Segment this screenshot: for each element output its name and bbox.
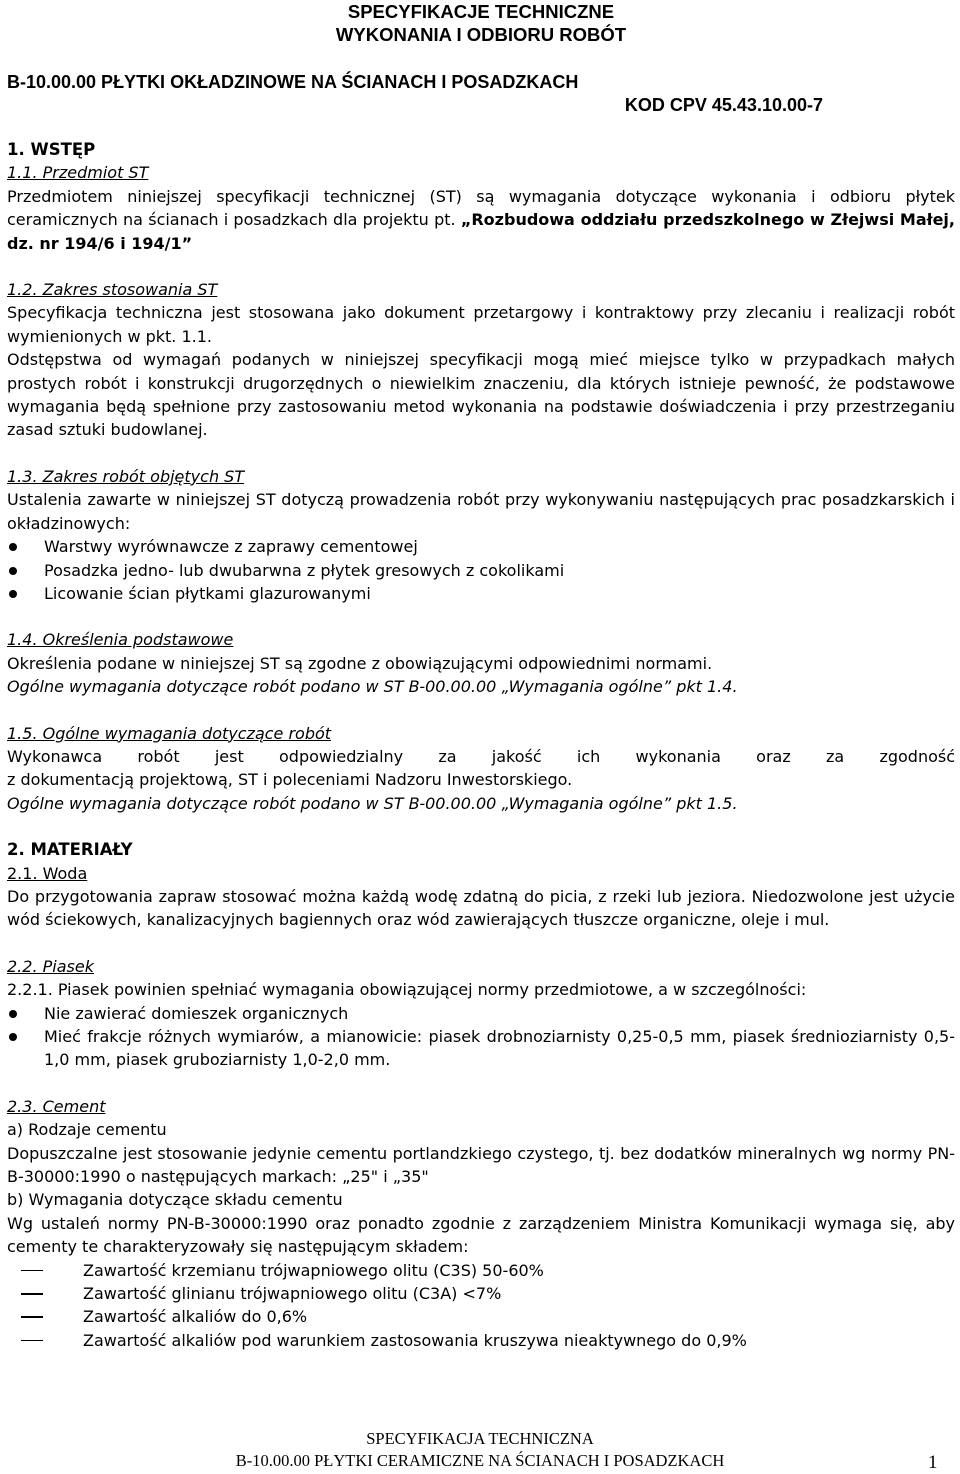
- project-name: „Rozbudowa oddziału przedszkolnego w Złejwsi Małej, dz. nr 194/6 i 194/1”: [7, 210, 955, 253]
- paragraph-1-4-b: Ogólne wymagania dotyczące robót podano w ST B-00.00.00 „Wymagania ogólne” pkt 1.4.: [7, 677, 738, 697]
- subsection-title-1-2: 1.2. Zakres stosowania ST: [7, 280, 218, 300]
- subsection-title-2-2: 2.2. Piasek: [7, 956, 94, 976]
- footer-line2: B-10.00.00 PŁYTKI CERAMICZNE NA ŚCIANACH I POSADZKACH: [235, 1451, 725, 1470]
- footer-line1: SPECYFIKACJA TECHNICZNA: [366, 1429, 594, 1448]
- header-title-line1: SPECYFIKACJE TECHNICZNE: [347, 1, 615, 22]
- paragraph-1-2-b: Odstępstwa od wymagań podanych w niniejszej specyfikacji mogą mieć miejsce tylko w przypadkach małych prostych robót i konstrukcji drugorzędnych o niewielkim znaczeniu, dla których istnieje pewność, że podstawowe wymagania będą spełnione przy zastosowaniu metod wykonania na podstawie doświadczenia i przy przestrzeganiu zasad sztuki budowlanej.: [7, 350, 955, 440]
- subsection-title-1-4: 1.4. Określenia podstawowe: [7, 630, 234, 650]
- paragraph-1-3: Ustalenia zawarte w niniejszej ST dotyczą prowadzenia robót przy wykonywaniu następujących prac posadzkarskich i okładzinowych:: [7, 490, 955, 533]
- paragraph-1-5-a: Wykonawca robót jest odpowiedzialny za jakość ich wykonania oraz za zgodność: [7, 746, 955, 766]
- list-item: Zawartość glinianu trójwapniowego olitu (C3A) <7%: [7, 1282, 955, 1305]
- list-item: Mieć frakcje różnych wymiarów, a mianowicie: piasek drobnoziarnisty 0,25-0,5 mm, piasek średnioziarnisty 0,5-1,0 mm, piasek gruboziarnisty 1,0-2,0 mm.: [7, 1025, 955, 1072]
- paragraph-1-4-a: Określenia podane w niniejszej ST są zgodne z obowiązującymi odpowiednimi normami.: [7, 653, 713, 673]
- cpv-code: KOD CPV 45.43.10.00-7: [624, 95, 823, 115]
- list-item: Nie zawierać domieszek organicznych: [7, 1002, 955, 1025]
- list-item: Licowanie ścian płytkami glazurowanymi: [7, 582, 955, 605]
- paragraph-1-1: Przedmiotem niniejszej specyfikacji technicznej (ST) są wymagania dotyczące wykonania i odbioru płytek ceramicznych na ścianach i posadzkach dla projektu pt. „Rozbudowa oddziału przedszkolnego w Złejwsi Małej, dz. nr 194/6 i 194/1”: [7, 186, 955, 253]
- subsection-title-1-1: 1.1. Przedmiot ST: [7, 163, 149, 183]
- section-heading-1: 1. WSTĘP: [7, 140, 96, 159]
- spec-code-title: B-10.00.00 PŁYTKI OKŁADZINOWE NA ŚCIANACH I POSADZKACH: [7, 72, 579, 92]
- paragraph-1-5-c: Ogólne wymagania dotyczące robót podano w ST B-00.00.00 „Wymagania ogólne” pkt 1.5.: [7, 793, 738, 813]
- document-header: [7, 0, 955, 46]
- paragraph-2-3-b: Wg ustaleń normy PN-B-30000:1990 oraz ponadto zgodnie z zarządzeniem Ministra Komunikacji wymaga się, aby cementy te charakteryzowały się następującym składem:: [7, 1213, 955, 1257]
- subsection-title-2-1: 2.1. Woda: [7, 863, 88, 883]
- paragraph-1-5-b: z dokumentacją projektową, ST i poleceniami Nadzoru Inwestorskiego.: [7, 770, 573, 790]
- header-title-line2: WYKONANIA I ODBIORU ROBÓT: [335, 24, 627, 45]
- spec-code-block: [7, 71, 955, 117]
- subsection-title-2-3: 2.3. Cement: [7, 1096, 106, 1116]
- sand-requirements-list: [7, 1002, 955, 1072]
- paragraph-2-2: 2.2.1. Piasek powinien spełniać wymagania obowiązującej normy przedmiotowe, a w szczególności:: [7, 980, 807, 1000]
- cement-composition-label: b) Wymagania dotyczące składu cementu: [7, 1190, 343, 1210]
- list-item: Zawartość krzemianu trójwapniowego olitu (C3S) 50-60%: [7, 1259, 955, 1282]
- cement-types-label: a) Rodzaje cementu: [7, 1120, 167, 1140]
- subsection-title-1-5: 1.5. Ogólne wymagania dotyczące robót: [7, 723, 332, 743]
- list-item: Zawartość alkaliów do 0,6%: [7, 1305, 955, 1328]
- list-item: Warstwy wyrównawcze z zaprawy cementowej: [7, 535, 955, 558]
- cement-composition-list: [7, 1259, 955, 1353]
- list-item: Posadzka jedno- lub dwubarwna z płytek gresowych z cokolikami: [7, 559, 955, 582]
- subsection-title-1-3: 1.3. Zakres robót objętych ST: [7, 466, 245, 486]
- paragraph-2-1: Do przygotowania zapraw stosować można każdą wodę zdatną do picia, z rzeki lub jeziora. Niedozwolone jest użycie wód ściekowych, kanalizacyjnych bagiennych oraz wód zawierających tłuszcze organiczne, oleje i mul.: [7, 886, 955, 930]
- list-item: Zawartość alkaliów pod warunkiem zastosowania kruszywa nieaktywnego do 0,9%: [7, 1329, 955, 1352]
- page-number: 1: [928, 1452, 938, 1473]
- scope-list: [7, 535, 955, 605]
- paragraph-1-2-a: Specyfikacja techniczna jest stosowana jako dokument przetargowy i kontraktowy przy zlecaniu i realizacji robót wymienionych w pkt. 1.1.: [7, 303, 955, 346]
- paragraph-2-3-a: Dopuszczalne jest stosowanie jedynie cementu portlandzkiego czystego, tj. bez dodatków mineralnych wg normy PN-B-30000:1990 o następujących markach: „25" i „35": [7, 1143, 955, 1187]
- document-page: [7, 0, 955, 1352]
- section-heading-2: 2. MATERIAŁY: [7, 840, 133, 860]
